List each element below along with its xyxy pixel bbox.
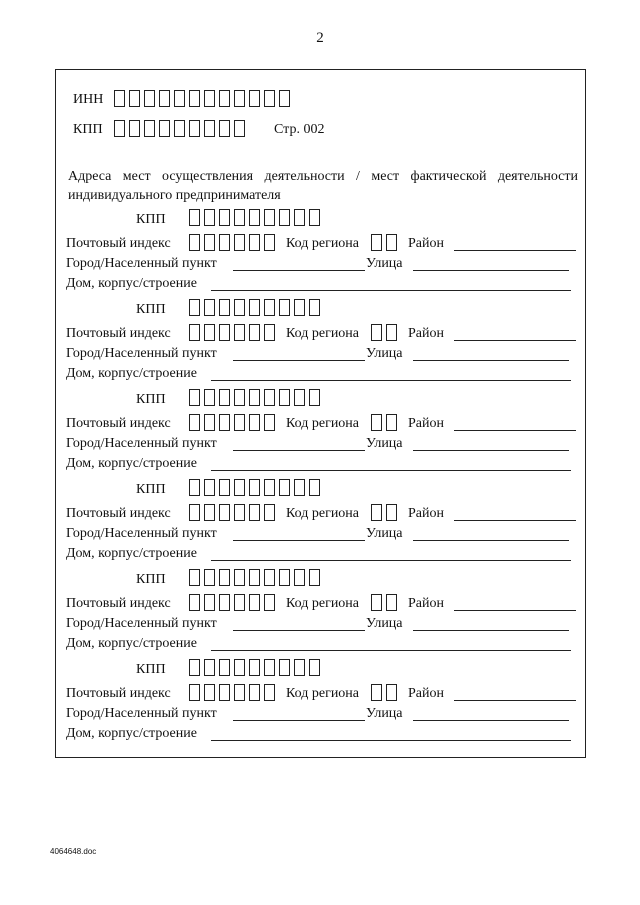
postal-index-cell[interactable] xyxy=(189,594,200,611)
kpp-cell[interactable] xyxy=(219,209,230,226)
city-label: Город/Населенный пункт xyxy=(66,436,217,451)
kpp-cell[interactable] xyxy=(189,569,200,586)
postal-index-cell[interactable] xyxy=(234,234,245,251)
region-code-cell[interactable] xyxy=(371,594,382,611)
city-field[interactable] xyxy=(233,540,365,541)
district-label: Район xyxy=(408,686,444,701)
postal-index-label: Почтовый индекс xyxy=(66,326,171,341)
house-field[interactable] xyxy=(211,290,571,291)
street-field[interactable] xyxy=(413,360,569,361)
city-field[interactable] xyxy=(233,450,365,451)
district-field[interactable] xyxy=(454,430,576,431)
block-kpp-cells[interactable] xyxy=(189,299,320,318)
region-code-cell[interactable] xyxy=(371,234,382,251)
inn-cell[interactable] xyxy=(204,90,215,107)
kpp-cell[interactable] xyxy=(189,120,200,137)
inn-cell[interactable] xyxy=(279,90,290,107)
postal-index-cell[interactable] xyxy=(234,324,245,341)
block-kpp-cells[interactable] xyxy=(189,659,320,678)
postal-index-cell[interactable] xyxy=(234,594,245,611)
kpp-cell[interactable] xyxy=(294,659,305,676)
street-label: Улица xyxy=(366,616,403,631)
kpp-cell[interactable] xyxy=(204,120,215,137)
kpp-cell[interactable] xyxy=(144,120,155,137)
postal-index-label: Почтовый индекс xyxy=(66,596,171,611)
postal-index-cells[interactable] xyxy=(189,504,275,523)
block-kpp-label: КПП xyxy=(136,212,166,227)
postal-index-cell[interactable] xyxy=(189,324,200,341)
block-kpp-label: КПП xyxy=(136,482,166,497)
kpp-cell[interactable] xyxy=(264,659,275,676)
kpp-cell[interactable] xyxy=(309,569,320,586)
kpp-cell[interactable] xyxy=(279,479,290,496)
kpp-cell[interactable] xyxy=(234,569,245,586)
district-field[interactable] xyxy=(454,250,576,251)
city-field[interactable] xyxy=(233,630,365,631)
city-field[interactable] xyxy=(233,270,365,271)
house-field[interactable] xyxy=(211,740,571,741)
postal-index-cell[interactable] xyxy=(249,684,260,701)
file-reference: 4064648.doc xyxy=(50,847,97,856)
kpp-cell[interactable] xyxy=(234,659,245,676)
kpp-cell[interactable] xyxy=(249,569,260,586)
kpp-cell[interactable] xyxy=(264,479,275,496)
kpp-cell[interactable] xyxy=(309,389,320,406)
block-kpp-cells[interactable] xyxy=(189,389,320,408)
inn-cell[interactable] xyxy=(234,90,245,107)
region-code-label: Код региона xyxy=(286,416,360,431)
postal-index-cell[interactable] xyxy=(219,594,230,611)
kpp-cell[interactable] xyxy=(294,479,305,496)
kpp-cell[interactable] xyxy=(189,389,200,406)
region-code-cell[interactable] xyxy=(371,324,382,341)
house-field[interactable] xyxy=(211,560,571,561)
kpp-cell[interactable] xyxy=(279,659,290,676)
postal-index-cell[interactable] xyxy=(189,234,200,251)
postal-index-cell[interactable] xyxy=(264,594,275,611)
street-label: Улица xyxy=(366,526,403,541)
kpp-cell[interactable] xyxy=(279,569,290,586)
postal-index-label: Почтовый индекс xyxy=(66,416,171,431)
inn-cell[interactable] xyxy=(264,90,275,107)
postal-index-cell[interactable] xyxy=(204,324,215,341)
block-kpp-label: КПП xyxy=(136,572,166,587)
inn-label: ИНН xyxy=(73,92,104,107)
region-code-label: Код региона xyxy=(286,236,360,251)
city-label: Город/Населенный пункт xyxy=(66,346,217,361)
postal-index-cell[interactable] xyxy=(219,684,230,701)
region-code-cell[interactable] xyxy=(371,504,382,521)
inn-cell[interactable] xyxy=(249,90,260,107)
city-label: Город/Населенный пункт xyxy=(66,616,217,631)
kpp-cell[interactable] xyxy=(264,209,275,226)
district-label: Район xyxy=(408,326,444,341)
postal-index-label: Почтовый индекс xyxy=(66,686,171,701)
block-kpp-cells[interactable] xyxy=(189,569,320,588)
kpp-cell[interactable] xyxy=(219,120,230,137)
house-label: Дом, корпус/строение xyxy=(66,726,197,741)
street-label: Улица xyxy=(366,346,403,361)
postal-index-cell[interactable] xyxy=(249,594,260,611)
region-code-cells[interactable] xyxy=(371,234,397,253)
kpp-cell[interactable] xyxy=(249,209,260,226)
postal-index-cell[interactable] xyxy=(189,504,200,521)
inn-cell[interactable] xyxy=(144,90,155,107)
postal-index-cell[interactable] xyxy=(264,414,275,431)
kpp-cell[interactable] xyxy=(309,659,320,676)
kpp-cell[interactable] xyxy=(249,659,260,676)
postal-index-cell[interactable] xyxy=(264,684,275,701)
kpp-cell[interactable] xyxy=(204,659,215,676)
region-code-cells[interactable] xyxy=(371,414,397,433)
region-code-cell[interactable] xyxy=(371,684,382,701)
kpp-cell[interactable] xyxy=(234,389,245,406)
kpp-cell[interactable] xyxy=(204,479,215,496)
postal-index-label: Почтовый индекс xyxy=(66,236,171,251)
region-code-cells[interactable] xyxy=(371,594,397,613)
city-label: Город/Населенный пункт xyxy=(66,706,217,721)
inn-cell[interactable] xyxy=(219,90,230,107)
street-field[interactable] xyxy=(413,270,569,271)
district-label: Район xyxy=(408,236,444,251)
kpp-cell[interactable] xyxy=(264,299,275,316)
form-frame xyxy=(55,69,586,758)
postal-index-cell[interactable] xyxy=(249,504,260,521)
kpp-cell[interactable] xyxy=(309,479,320,496)
kpp-cell[interactable] xyxy=(189,209,200,226)
house-label: Дом, корпус/строение xyxy=(66,456,197,471)
kpp-cell[interactable] xyxy=(249,299,260,316)
region-code-cells[interactable] xyxy=(371,684,397,703)
inn-cell[interactable] xyxy=(189,90,200,107)
kpp-cell[interactable] xyxy=(159,120,170,137)
postal-index-cell[interactable] xyxy=(264,504,275,521)
postal-index-cell[interactable] xyxy=(204,414,215,431)
inn-cell[interactable] xyxy=(159,90,170,107)
kpp-cell[interactable] xyxy=(204,569,215,586)
postal-index-cell[interactable] xyxy=(234,414,245,431)
postal-index-cell[interactable] xyxy=(204,234,215,251)
region-code-cell[interactable] xyxy=(386,234,397,251)
postal-index-cell[interactable] xyxy=(204,684,215,701)
kpp-cell[interactable] xyxy=(294,389,305,406)
postal-index-cell[interactable] xyxy=(219,414,230,431)
inn-cells[interactable] xyxy=(114,90,290,109)
kpp-cell[interactable] xyxy=(294,209,305,226)
kpp-cell[interactable] xyxy=(219,389,230,406)
kpp-cell[interactable] xyxy=(129,120,140,137)
postal-index-cell[interactable] xyxy=(249,414,260,431)
house-label: Дом, корпус/строение xyxy=(66,546,197,561)
house-field[interactable] xyxy=(211,380,571,381)
postal-index-cell[interactable] xyxy=(189,684,200,701)
kpp-cell[interactable] xyxy=(234,479,245,496)
region-code-cells[interactable] xyxy=(371,324,397,343)
block-kpp-label: КПП xyxy=(136,662,166,677)
postal-index-cell[interactable] xyxy=(204,504,215,521)
kpp-cell[interactable] xyxy=(114,120,125,137)
postal-index-cell[interactable] xyxy=(219,234,230,251)
street-label: Улица xyxy=(366,706,403,721)
postal-index-label: Почтовый индекс xyxy=(66,506,171,521)
page-label: Стр. 002 xyxy=(274,122,325,137)
postal-index-cell[interactable] xyxy=(264,234,275,251)
postal-index-cell[interactable] xyxy=(234,504,245,521)
house-label: Дом, корпус/строение xyxy=(66,366,197,381)
street-field[interactable] xyxy=(413,630,569,631)
house-label: Дом, корпус/строение xyxy=(66,636,197,651)
district-field[interactable] xyxy=(454,520,576,521)
kpp-cell[interactable] xyxy=(234,209,245,226)
kpp-cell[interactable] xyxy=(204,389,215,406)
region-code-cell[interactable] xyxy=(386,684,397,701)
postal-index-cell[interactable] xyxy=(219,324,230,341)
kpp-cell[interactable] xyxy=(219,569,230,586)
kpp-cell[interactable] xyxy=(204,209,215,226)
kpp-cell[interactable] xyxy=(309,299,320,316)
house-label: Дом, корпус/строение xyxy=(66,276,197,291)
kpp-cell[interactable] xyxy=(234,120,245,137)
city-label: Город/Населенный пункт xyxy=(66,526,217,541)
postal-index-cell[interactable] xyxy=(234,684,245,701)
postal-index-cells[interactable] xyxy=(189,324,275,343)
kpp-cell[interactable] xyxy=(219,479,230,496)
region-code-cell[interactable] xyxy=(371,414,382,431)
kpp-cell[interactable] xyxy=(174,120,185,137)
region-code-cell[interactable] xyxy=(386,594,397,611)
kpp-label: КПП xyxy=(73,122,103,137)
region-code-label: Код региона xyxy=(286,596,360,611)
inn-cell[interactable] xyxy=(114,90,125,107)
street-field[interactable] xyxy=(413,450,569,451)
street-label: Улица xyxy=(366,256,403,271)
kpp-cell[interactable] xyxy=(189,299,200,316)
house-field[interactable] xyxy=(211,470,571,471)
city-field[interactable] xyxy=(233,720,365,721)
kpp-cell[interactable] xyxy=(279,389,290,406)
district-label: Район xyxy=(408,596,444,611)
postal-index-cells[interactable] xyxy=(189,414,275,433)
postal-index-cell[interactable] xyxy=(249,234,260,251)
postal-index-cell[interactable] xyxy=(249,324,260,341)
block-kpp-label: КПП xyxy=(136,392,166,407)
inn-cell[interactable] xyxy=(174,90,185,107)
kpp-cell[interactable] xyxy=(219,299,230,316)
postal-index-cell[interactable] xyxy=(219,504,230,521)
postal-index-cell[interactable] xyxy=(189,414,200,431)
street-field[interactable] xyxy=(413,540,569,541)
district-label: Район xyxy=(408,506,444,521)
inn-cell[interactable] xyxy=(129,90,140,107)
region-code-label: Код региона xyxy=(286,686,360,701)
street-field[interactable] xyxy=(413,720,569,721)
house-field[interactable] xyxy=(211,650,571,651)
region-code-cell[interactable] xyxy=(386,504,397,521)
page-number: 2 xyxy=(316,30,324,46)
kpp-cell[interactable] xyxy=(294,569,305,586)
postal-index-cells[interactable] xyxy=(189,594,275,613)
kpp-cell[interactable] xyxy=(279,299,290,316)
city-label: Город/Населенный пункт xyxy=(66,256,217,271)
postal-index-cell[interactable] xyxy=(264,324,275,341)
district-label: Район xyxy=(408,416,444,431)
kpp-cell[interactable] xyxy=(189,479,200,496)
region-code-cells[interactable] xyxy=(371,504,397,523)
kpp-cell[interactable] xyxy=(204,299,215,316)
kpp-cell[interactable] xyxy=(234,299,245,316)
region-code-label: Код региона xyxy=(286,326,360,341)
district-field[interactable] xyxy=(454,610,576,611)
region-code-cell[interactable] xyxy=(386,414,397,431)
district-field[interactable] xyxy=(454,340,576,341)
kpp-cell[interactable] xyxy=(309,209,320,226)
postal-index-cell[interactable] xyxy=(204,594,215,611)
street-label: Улица xyxy=(366,436,403,451)
kpp-cell[interactable] xyxy=(294,299,305,316)
section-title: Адреса мест осуществления деятельности / мест фактической деятельности индивидуального предпринимателя xyxy=(68,169,578,203)
block-kpp-label: КПП xyxy=(136,302,166,317)
postal-index-cells[interactable] xyxy=(189,234,275,253)
kpp-cell[interactable] xyxy=(264,569,275,586)
region-code-label: Код региона xyxy=(286,506,360,521)
district-field[interactable] xyxy=(454,700,576,701)
region-code-cell[interactable] xyxy=(386,324,397,341)
kpp-cell[interactable] xyxy=(264,389,275,406)
header-kpp-cells[interactable] xyxy=(114,120,245,139)
kpp-cell[interactable] xyxy=(219,659,230,676)
kpp-cell[interactable] xyxy=(249,479,260,496)
kpp-cell[interactable] xyxy=(249,389,260,406)
block-kpp-cells[interactable] xyxy=(189,209,320,228)
kpp-cell[interactable] xyxy=(279,209,290,226)
postal-index-cells[interactable] xyxy=(189,684,275,703)
kpp-cell[interactable] xyxy=(189,659,200,676)
block-kpp-cells[interactable] xyxy=(189,479,320,498)
city-field[interactable] xyxy=(233,360,365,361)
